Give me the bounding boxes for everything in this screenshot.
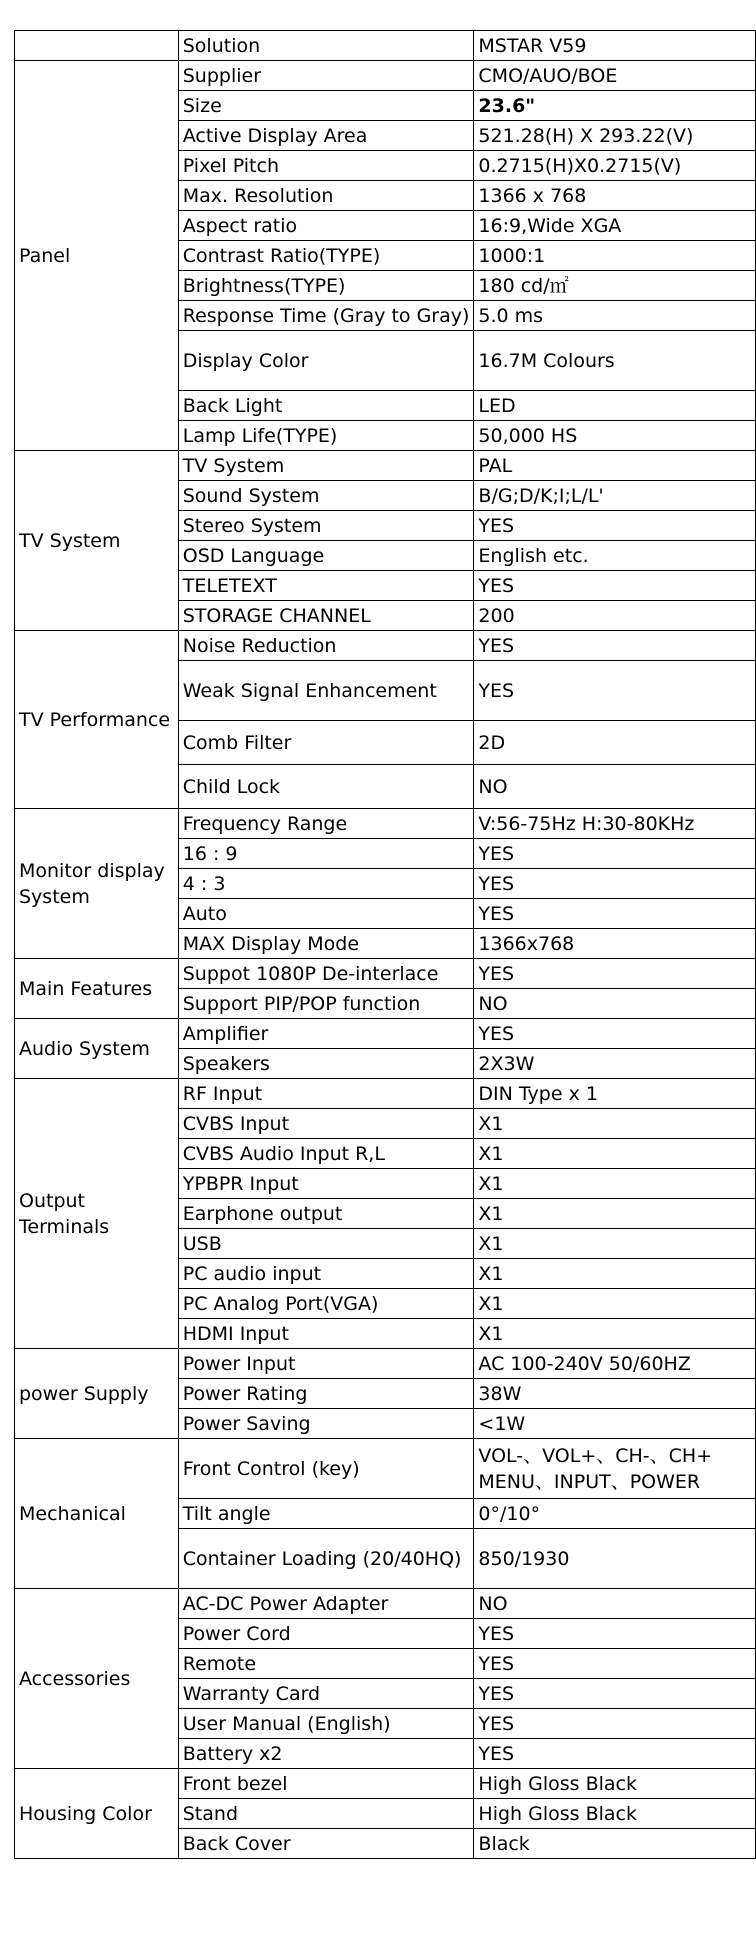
spec-row bbox=[15, 1349, 756, 1379]
category-cell-main-features: Main Features bbox=[15, 959, 179, 1019]
spec-label: Frequency Range bbox=[178, 809, 474, 839]
spec-label: Battery x2 bbox=[178, 1739, 474, 1769]
spec-label: Lamp Life(TYPE) bbox=[178, 421, 474, 451]
spec-value: 1000:1 bbox=[474, 241, 756, 271]
spec-value: YES bbox=[474, 661, 756, 721]
spec-value: 180 cd/㎡ bbox=[474, 271, 756, 301]
spec-value: YES bbox=[474, 1679, 756, 1709]
category-cell-tv-performance: TV Performance bbox=[15, 631, 179, 809]
spec-label: PC audio input bbox=[178, 1259, 474, 1289]
spec-value: High Gloss Black bbox=[474, 1769, 756, 1799]
spec-label: Front bezel bbox=[178, 1769, 474, 1799]
spec-value: X1 bbox=[474, 1319, 756, 1349]
spec-row bbox=[15, 1769, 756, 1799]
spec-value: LED bbox=[474, 391, 756, 421]
spec-label: Display Color bbox=[178, 331, 474, 391]
spec-label: Child Lock bbox=[178, 765, 474, 809]
spec-label: Solution bbox=[178, 31, 474, 61]
spec-value: YES bbox=[474, 571, 756, 601]
spec-label: Weak Signal Enhancement bbox=[178, 661, 474, 721]
spec-row bbox=[15, 61, 756, 91]
category-cell-tv-system: TV System bbox=[15, 451, 179, 631]
spec-label: PC Analog Port(VGA) bbox=[178, 1289, 474, 1319]
spec-label: Pixel Pitch bbox=[178, 151, 474, 181]
spec-label: 4 : 3 bbox=[178, 869, 474, 899]
spec-value: X1 bbox=[474, 1139, 756, 1169]
spec-value: Black bbox=[474, 1829, 756, 1859]
spec-value: 2D bbox=[474, 721, 756, 765]
spec-label: 16 : 9 bbox=[178, 839, 474, 869]
spec-table-body bbox=[15, 31, 756, 1859]
spec-label: Active Display Area bbox=[178, 121, 474, 151]
spec-label: Contrast Ratio(TYPE) bbox=[178, 241, 474, 271]
spec-label: HDMI Input bbox=[178, 1319, 474, 1349]
spec-label: TV System bbox=[178, 451, 474, 481]
spec-label: Brightness(TYPE) bbox=[178, 271, 474, 301]
spec-value: X1 bbox=[474, 1259, 756, 1289]
spec-label: Remote bbox=[178, 1649, 474, 1679]
category-cell-blank bbox=[15, 31, 179, 61]
spec-value: X1 bbox=[474, 1229, 756, 1259]
spec-value: VOL-、VOL+、CH-、CH+ MENU、INPUT、POWER bbox=[474, 1439, 756, 1499]
category-cell-mechanical: Mechanical bbox=[15, 1439, 179, 1589]
spec-table bbox=[14, 30, 756, 1859]
spec-value: B/G;D/K;I;L/L' bbox=[474, 481, 756, 511]
category-cell-panel: Panel bbox=[15, 61, 179, 451]
spec-value: 23.6" bbox=[474, 91, 756, 121]
spec-value: 1366x768 bbox=[474, 929, 756, 959]
spec-value: MSTAR V59 bbox=[474, 31, 756, 61]
spec-value: PAL bbox=[474, 451, 756, 481]
spec-label: TELETEXT bbox=[178, 571, 474, 601]
spec-value: 5.0 ms bbox=[474, 301, 756, 331]
spec-value: X1 bbox=[474, 1199, 756, 1229]
spec-value: AC 100-240V 50/60HZ bbox=[474, 1349, 756, 1379]
spec-value: X1 bbox=[474, 1289, 756, 1319]
spec-label: Power Input bbox=[178, 1349, 474, 1379]
spec-value: YES bbox=[474, 1619, 756, 1649]
spec-label: Back Cover bbox=[178, 1829, 474, 1859]
spec-label: Size bbox=[178, 91, 474, 121]
spec-value: 38W bbox=[474, 1379, 756, 1409]
spec-label: Speakers bbox=[178, 1049, 474, 1079]
spec-label: Front Control (key) bbox=[178, 1439, 474, 1499]
spec-value: 1366 x 768 bbox=[474, 181, 756, 211]
spec-value: 50,000 HS bbox=[474, 421, 756, 451]
spec-value: YES bbox=[474, 899, 756, 929]
spec-value: YES bbox=[474, 1709, 756, 1739]
spec-value: X1 bbox=[474, 1169, 756, 1199]
spec-label: Earphone output bbox=[178, 1199, 474, 1229]
spec-value: NO bbox=[474, 1589, 756, 1619]
spec-label: Noise Reduction bbox=[178, 631, 474, 661]
spec-value: 16:9,Wide XGA bbox=[474, 211, 756, 241]
spec-label: Suppot 1080P De-interlace bbox=[178, 959, 474, 989]
spec-row bbox=[15, 31, 756, 61]
spec-row bbox=[15, 809, 756, 839]
spec-label: Warranty Card bbox=[178, 1679, 474, 1709]
spec-row bbox=[15, 1019, 756, 1049]
spec-value: YES bbox=[474, 959, 756, 989]
category-cell-accessories: Accessories bbox=[15, 1589, 179, 1769]
spec-value: CMO/AUO/BOE bbox=[474, 61, 756, 91]
category-cell-power-supply: power Supply bbox=[15, 1349, 179, 1439]
spec-value: <1W bbox=[474, 1409, 756, 1439]
spec-value: 850/1930 bbox=[474, 1529, 756, 1589]
spec-value: YES bbox=[474, 1739, 756, 1769]
spec-row bbox=[15, 631, 756, 661]
spec-label: Supplier bbox=[178, 61, 474, 91]
spec-row bbox=[15, 1079, 756, 1109]
spec-label: YPBPR Input bbox=[178, 1169, 474, 1199]
spec-label: Comb Filter bbox=[178, 721, 474, 765]
spec-label: CVBS Input bbox=[178, 1109, 474, 1139]
category-cell-monitor-display-system: Monitor display System bbox=[15, 809, 179, 959]
spec-label: Power Cord bbox=[178, 1619, 474, 1649]
spec-row bbox=[15, 1589, 756, 1619]
spec-label: Auto bbox=[178, 899, 474, 929]
spec-row bbox=[15, 1439, 756, 1499]
spec-value: X1 bbox=[474, 1109, 756, 1139]
spec-label: Power Rating bbox=[178, 1379, 474, 1409]
spec-label: MAX Display Mode bbox=[178, 929, 474, 959]
spec-value: 0.2715(H)X0.2715(V) bbox=[474, 151, 756, 181]
spec-value: NO bbox=[474, 989, 756, 1019]
spec-label: OSD Language bbox=[178, 541, 474, 571]
spec-value: YES bbox=[474, 511, 756, 541]
spec-value: 200 bbox=[474, 601, 756, 631]
spec-value: High Gloss Black bbox=[474, 1799, 756, 1829]
spec-label: CVBS Audio Input R,L bbox=[178, 1139, 474, 1169]
spec-value: YES bbox=[474, 1649, 756, 1679]
spec-label: RF Input bbox=[178, 1079, 474, 1109]
spec-value: 0°/10° bbox=[474, 1499, 756, 1529]
category-cell-audio-system: Audio System bbox=[15, 1019, 179, 1079]
spec-value: 2X3W bbox=[474, 1049, 756, 1079]
spec-label: STORAGE CHANNEL bbox=[178, 601, 474, 631]
spec-label: AC-DC Power Adapter bbox=[178, 1589, 474, 1619]
spec-label: Max. Resolution bbox=[178, 181, 474, 211]
spec-row bbox=[15, 959, 756, 989]
spec-label: Amplifier bbox=[178, 1019, 474, 1049]
spec-value: V:56-75Hz H:30-80KHz bbox=[474, 809, 756, 839]
spec-label: Power Saving bbox=[178, 1409, 474, 1439]
spec-label: Stand bbox=[178, 1799, 474, 1829]
spec-label: Back Light bbox=[178, 391, 474, 421]
category-cell-output-terminals: Output Terminals bbox=[15, 1079, 179, 1349]
spec-value: 521.28(H) X 293.22(V) bbox=[474, 121, 756, 151]
spec-value: YES bbox=[474, 869, 756, 899]
spec-label: Tilt angle bbox=[178, 1499, 474, 1529]
spec-value: DIN Type x 1 bbox=[474, 1079, 756, 1109]
spec-label: Container Loading (20/40HQ) bbox=[178, 1529, 474, 1589]
spec-label: Aspect ratio bbox=[178, 211, 474, 241]
spec-value: NO bbox=[474, 765, 756, 809]
spec-label: Sound System bbox=[178, 481, 474, 511]
spec-label: User Manual (English) bbox=[178, 1709, 474, 1739]
spec-value: 16.7M Colours bbox=[474, 331, 756, 391]
spec-label: Response Time (Gray to Gray) bbox=[178, 301, 474, 331]
spec-label: Support PIP/POP function bbox=[178, 989, 474, 1019]
spec-value: English etc. bbox=[474, 541, 756, 571]
spec-label: USB bbox=[178, 1229, 474, 1259]
spec-value: YES bbox=[474, 631, 756, 661]
spec-value: YES bbox=[474, 1019, 756, 1049]
spec-row bbox=[15, 451, 756, 481]
spec-label: Stereo System bbox=[178, 511, 474, 541]
category-cell-housing-color: Housing Color bbox=[15, 1769, 179, 1859]
spec-value: YES bbox=[474, 839, 756, 869]
